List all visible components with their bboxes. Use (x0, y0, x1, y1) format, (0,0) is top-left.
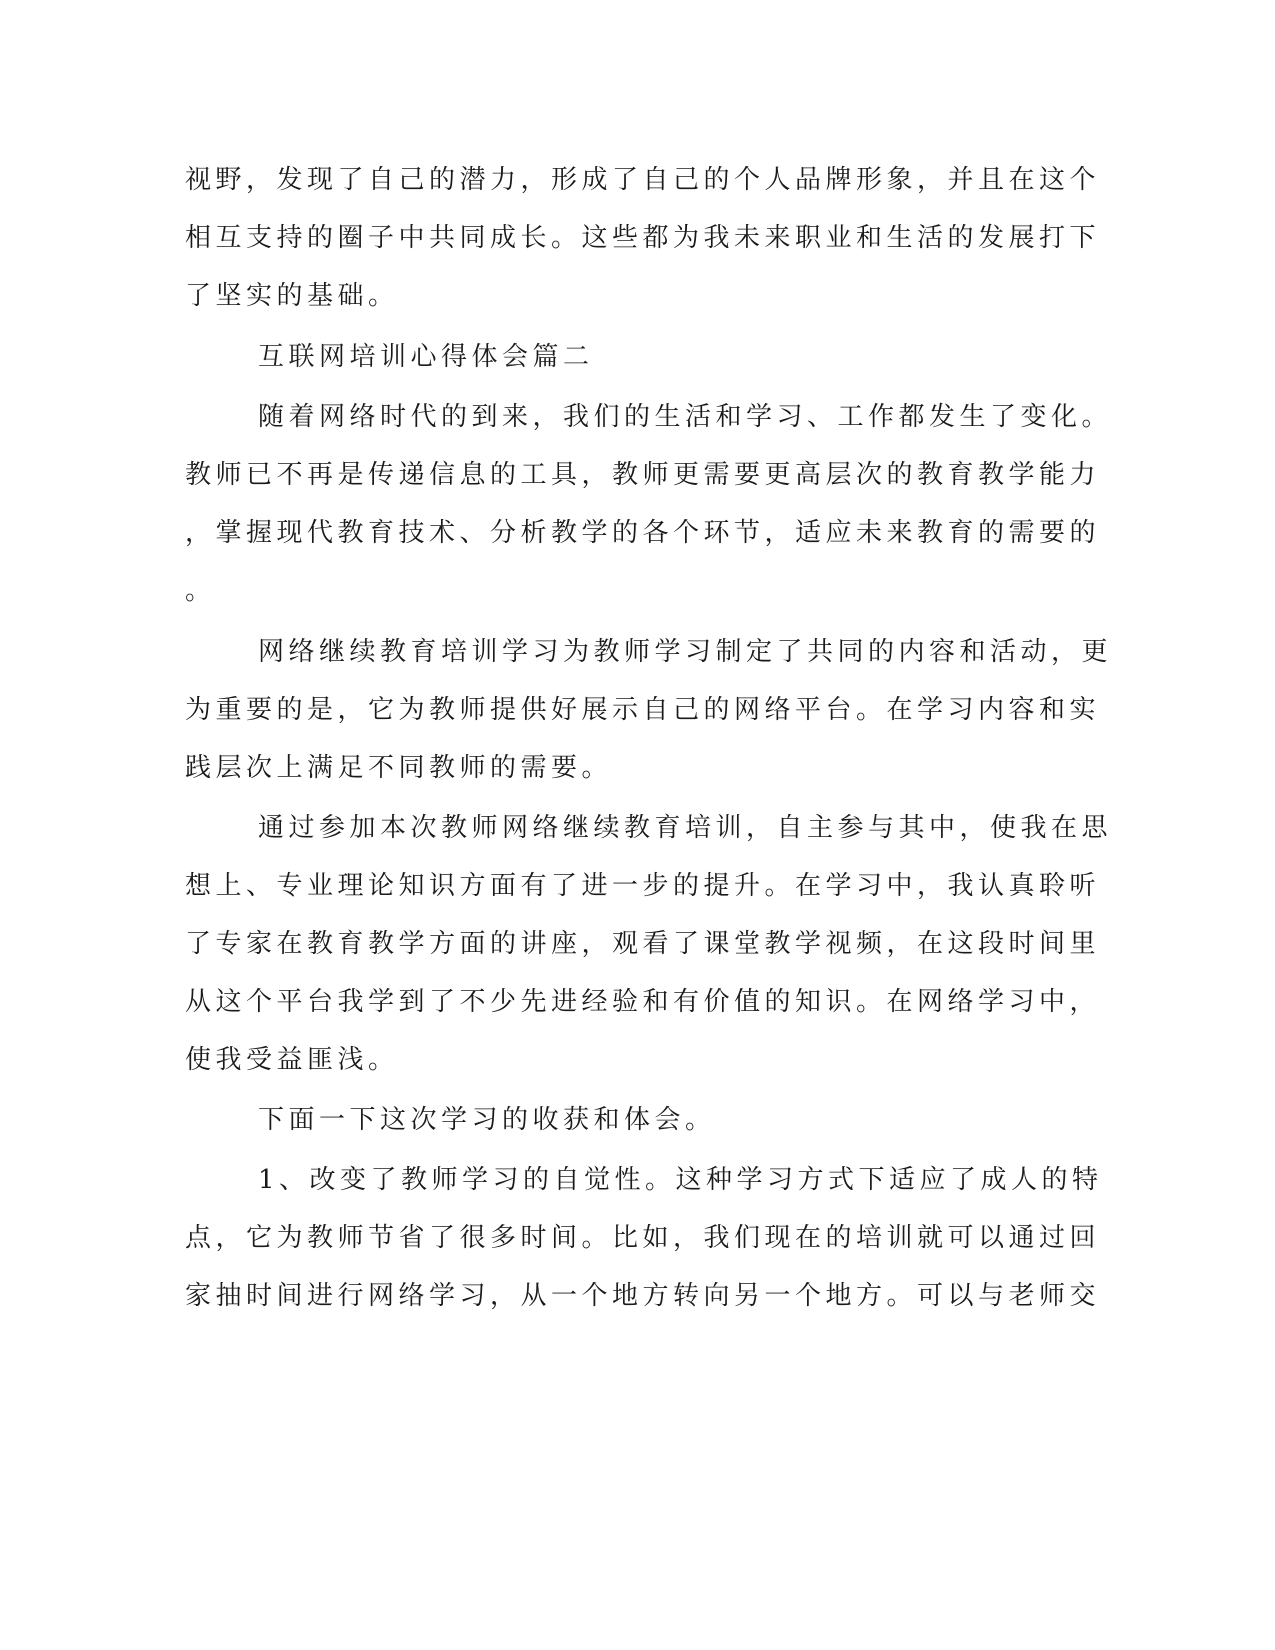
paragraph-line: 践层次上满足不同教师的需要。 (185, 753, 613, 783)
paragraph-line: 为重要的是，它为教师提供好展示自己的网络平台。在学习内容和实 (185, 695, 1101, 725)
paragraph-line: 随着网络时代的到来，我们的生活和学习、工作都发生了变化。 (258, 402, 1113, 432)
paragraph-line: 了坚实的基础。 (185, 281, 399, 311)
paragraph-line: 点，它为教师节省了很多时间。比如，我们现在的培训就可以通过回 (185, 1223, 1101, 1253)
paragraph-line: 1、改变了教师学习的自觉性。这种学习方式下适应了成人的特 (258, 1165, 1103, 1195)
paragraph-line: 相互支持的圈子中共同成长。这些都为我未来职业和生活的发展打下 (185, 223, 1101, 253)
paragraph-line: 教师已不再是传递信息的工具，教师更需要更高层次的教育教学能力 (185, 460, 1101, 490)
paragraph-line: 网络继续教育培训学习为教师学习制定了共同的内容和活动，更 (258, 637, 1113, 667)
paragraph-line: 下面一下这次学习的收获和体会。 (258, 1105, 716, 1135)
paragraph-line: 使我受益匪浅。 (185, 1045, 399, 1075)
paragraph-line: 从这个平台我学到了不少先进经验和有价值的知识。在网络学习中， (185, 987, 1101, 1017)
paragraph-line: 家抽时间进行网络学习，从一个地方转向另一个地方。可以与老师交 (185, 1281, 1101, 1311)
paragraph-line: 。 (185, 576, 216, 606)
paragraph-line: ，掌握现代教育技术、分析教学的各个环节，适应未来教育的需要的 (185, 518, 1101, 548)
paragraph-line: 视野，发现了自己的潜力，形成了自己的个人品牌形象，并且在这个 (185, 165, 1101, 195)
paragraph-line: 想上、专业理论知识方面有了进一步的提升。在学习中，我认真聆听 (185, 871, 1101, 901)
paragraph-line: 通过参加本次教师网络继续教育培训，自主参与其中，使我在思 (258, 813, 1113, 843)
paragraph-line: 了专家在教育教学方面的讲座，观看了课堂教学视频，在这段时间里 (185, 929, 1101, 959)
section-heading: 互联网培训心得体会篇二 (258, 342, 594, 372)
